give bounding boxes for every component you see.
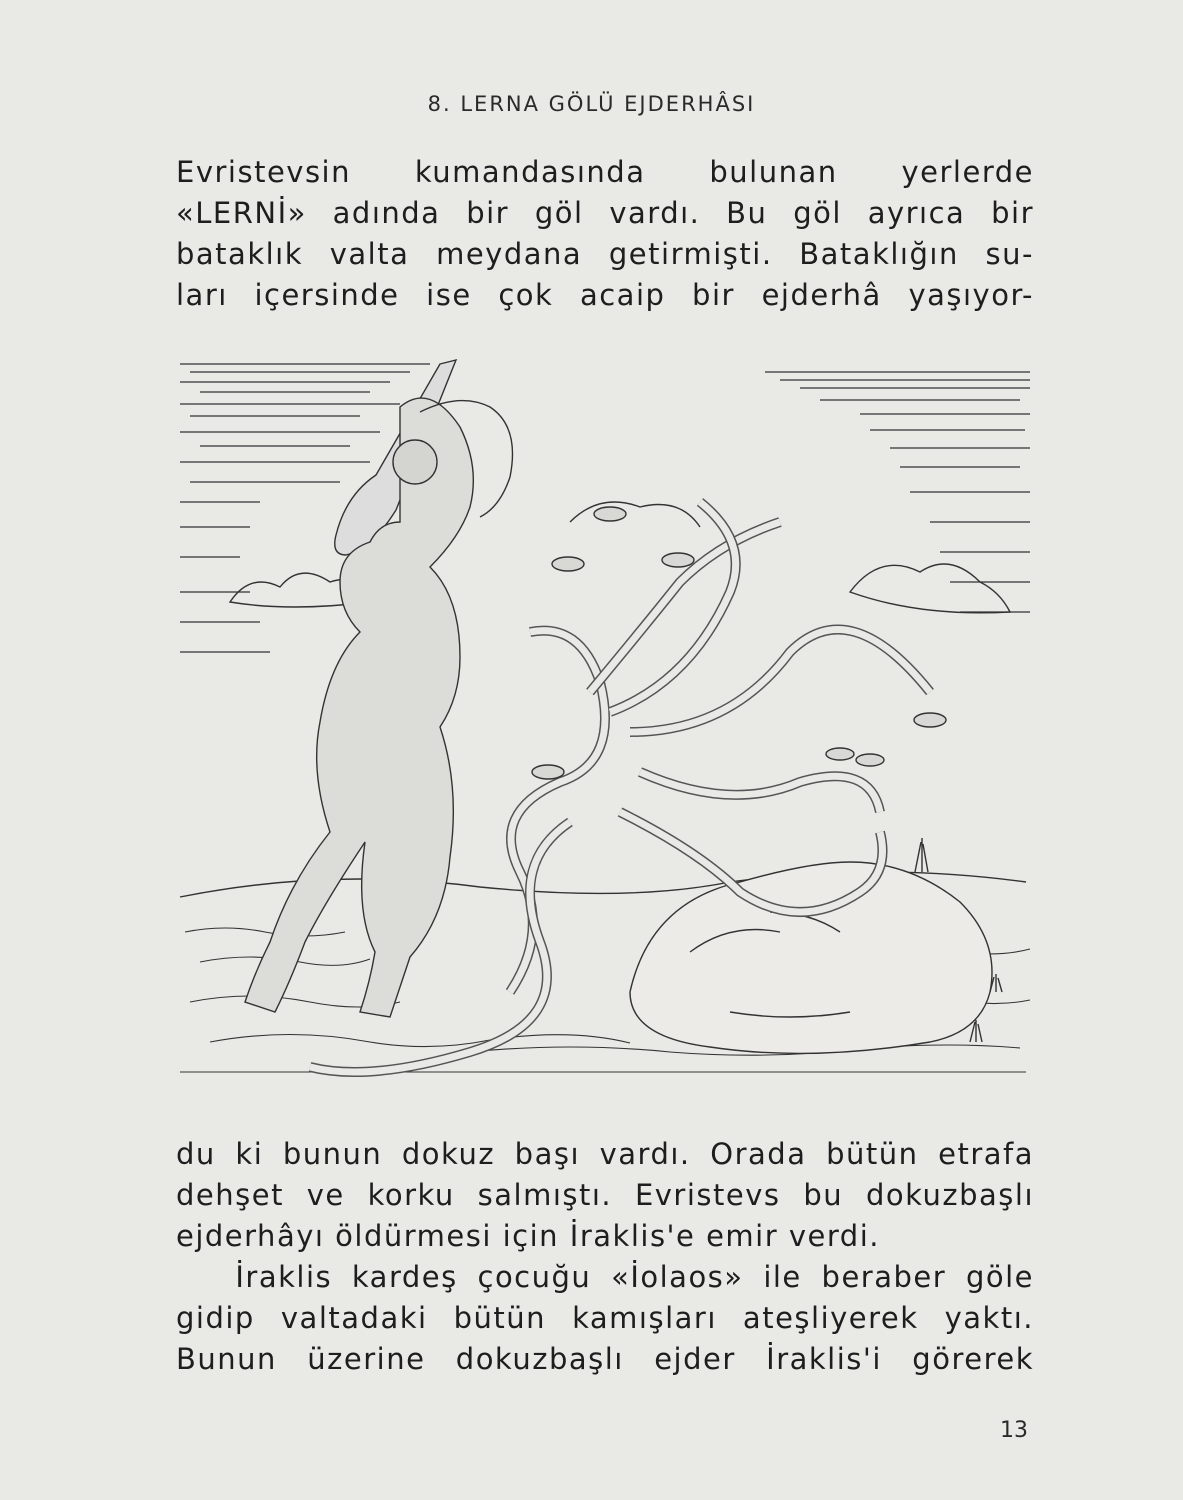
text-line: bataklık valta meydana getirmişti. Bataklığın su-: [176, 237, 1034, 271]
text-line: Bunun üzerine dokuzbaşlı ejder İraklis'i görerek: [176, 1342, 1034, 1376]
hercules-fighting-hydra-illustration: [170, 352, 1036, 1090]
text-line: İraklis kardeş çocuğu «İolaos» ile beraber göle: [176, 1260, 1034, 1294]
text-line: «LERNİ» adında bir göl vardı. Bu göl ayrıca bir: [176, 196, 1034, 230]
text-line: gidip valtadaki bütün kamışları ateşliyerek yaktı.: [176, 1301, 1034, 1335]
chapter-heading: 8. LERNA GÖLÜ EJDERHÂSI: [427, 92, 756, 116]
text-line: Evristevsin kumandasında bulunan yerlerde: [176, 155, 1034, 189]
text-line: du ki bunun dokuz başı vardı. Orada bütün etrafa: [176, 1137, 1034, 1171]
page-number: 13: [1000, 1418, 1028, 1443]
paragraph-1: [176, 152, 1034, 316]
text-line: dehşet ve korku salmıştı. Evristevs bu dokuzbaşlı: [176, 1178, 1034, 1212]
text-line: ejderhâyı öldürmesi için İraklis'e emir verdi.: [176, 1219, 880, 1253]
text-line: ları içersinde ise çok acaip bir ejderhâ yaşıyor-: [176, 278, 1034, 312]
paragraph-2: [176, 1134, 1034, 1380]
